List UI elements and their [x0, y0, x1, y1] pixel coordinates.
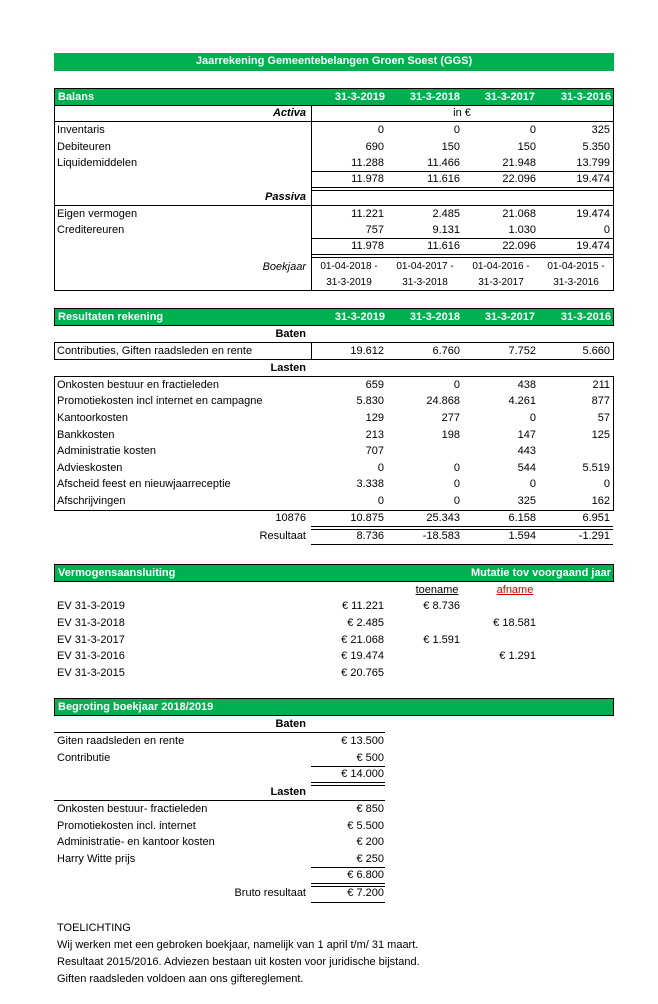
ev-toename: € 1.591 [423, 634, 460, 646]
boekjaar-to: 31-3-2017 [478, 277, 524, 288]
lasten-cell: 0 [529, 412, 536, 424]
boekjaar-label: Boekjaar [262, 261, 306, 273]
activa-row-label: Liquidemiddelen [57, 157, 138, 169]
activa-cell: 11.288 [351, 157, 384, 169]
lasten-total: 10.875 [350, 512, 384, 524]
resultaat-value: 1.594 [508, 530, 536, 542]
report-title-bar [54, 53, 614, 71]
passiva-total: 19.474 [576, 240, 610, 252]
resultaat-value: -1.291 [578, 530, 610, 542]
lasten-cell: 659 [365, 379, 384, 391]
boekjaar-from: 01-04-2015 - [547, 261, 605, 272]
activa-cell: 5.350 [582, 141, 610, 153]
activa-cell: 0 [377, 124, 384, 136]
activa-total: 11.978 [351, 173, 384, 185]
lasten-cell: 438 [517, 379, 536, 391]
passiva-cell: 9.131 [432, 224, 460, 236]
ev-afname: € 1.291 [499, 650, 536, 662]
ev-row-label: EV 31-3-2017 [57, 634, 125, 646]
passiva-cell: 11.221 [351, 208, 384, 220]
ev-value: € 21.068 [341, 634, 384, 646]
activa-cell: 13.799 [576, 157, 610, 169]
baten-row-label: Contributies, Giften raadsleden en rente [57, 345, 253, 357]
balans-header-bar [54, 88, 614, 106]
balans-date-col-1: 31-3-2019 [334, 91, 385, 103]
ev-value: € 19.474 [341, 650, 384, 662]
begroting-header-bar [54, 698, 614, 716]
unit-label: in € [453, 107, 471, 119]
activa-cell: 0 [529, 124, 536, 136]
lasten-cell: 57 [597, 412, 610, 424]
passiva-total: 22.096 [502, 240, 536, 252]
ev-row-label: EV 31-3-2015 [57, 667, 125, 679]
ev-afname: € 18.581 [493, 617, 536, 629]
lasten-cell: 147 [517, 429, 536, 441]
baten-cell: 19.612 [350, 345, 384, 357]
boekjaar-from: 01-04-2018 - [320, 261, 378, 272]
passiva-cell: 757 [365, 224, 384, 236]
lasten-row-label: Advieskosten [57, 462, 123, 474]
activa-row-label: Inventaris [57, 124, 105, 136]
resultaten-date-col-1: 31-3-2019 [334, 311, 385, 323]
activa-total: 11.616 [427, 173, 460, 185]
lasten-total: 6.951 [582, 512, 610, 524]
lasten-cell: 211 [592, 379, 610, 391]
resultaten-date-col-4: 31-3-2016 [560, 311, 611, 323]
boekjaar-from: 01-04-2016 - [472, 261, 530, 272]
begroting-lasten-value: € 250 [356, 853, 384, 865]
activa-cell: 690 [365, 141, 384, 153]
begroting-baten-row-label: Contributie [57, 752, 111, 764]
lasten-cell: 0 [453, 495, 460, 507]
lasten-cell: 0 [529, 478, 536, 490]
baten-cell: 7.752 [508, 345, 536, 357]
passiva-cell: 0 [603, 224, 610, 236]
bruto-resultaat-value: € 7.200 [347, 887, 384, 899]
begroting-baten-label: Baten [275, 718, 306, 730]
lasten-cell: 325 [517, 495, 536, 507]
begroting-lasten-value: € 850 [356, 803, 384, 815]
lasten-row-label: Afscheid feest en nieuwjaarreceptie [57, 478, 231, 490]
resultaat-label: Resultaat [259, 530, 306, 542]
resultaten-header-bar [54, 308, 614, 326]
begroting-header: Begroting boekjaar 2018/2019 [58, 701, 214, 713]
lasten-cell: 125 [591, 429, 610, 441]
lasten-cell: 129 [365, 412, 384, 424]
vermogen-header: Vermogensaansluiting [58, 567, 176, 579]
boekjaar-from: 01-04-2017 - [396, 261, 454, 272]
baten-label: Baten [275, 328, 306, 340]
balans-date-col-4: 31-3-2016 [560, 91, 611, 103]
vermogen-header-bar [54, 564, 614, 582]
activa-cell: 150 [441, 141, 460, 153]
lasten-cell: 4.261 [508, 395, 536, 407]
ev-value: € 2.485 [347, 617, 384, 629]
lasten-cell: 3.338 [356, 478, 384, 490]
lasten-label: Lasten [270, 362, 306, 374]
balans-date-col-2: 31-3-2018 [409, 91, 460, 103]
resultaten-header: Resultaten rekening [58, 311, 164, 323]
lasten-cell: 162 [591, 495, 610, 507]
activa-cell: 325 [591, 124, 610, 136]
activa-total: 22.096 [502, 173, 536, 185]
begroting-lasten-row-label: Promotiekosten incl. internet [57, 820, 196, 832]
lasten-cell: 24.868 [426, 395, 460, 407]
begroting-baten-value: € 13.500 [341, 735, 384, 747]
vermogen-header-right: Mutatie tov voorgaand jaar [471, 567, 611, 579]
lasten-cell: 0 [377, 462, 384, 474]
report-title: Jaarrekening Gemeentebelangen Groen Soest (GGS) [195, 55, 473, 67]
ev-toename: € 8.736 [423, 600, 460, 612]
lasten-cell: 198 [441, 429, 460, 441]
toelichting-line: Wij werken met een gebroken boekjaar, namelijk van 1 april t/m/ 31 maart. [57, 939, 419, 951]
toelichting-line: Giften raadsleden voldoen aan ons giftereglement. [57, 973, 304, 985]
ev-row-label: EV 31-3-2018 [57, 617, 125, 629]
lasten-row-label: Onkosten bestuur en fractieleden [57, 379, 220, 391]
balans-date-col-3: 31-3-2017 [484, 91, 535, 103]
activa-total: 19.474 [576, 173, 610, 185]
lasten-cell: 443 [517, 445, 536, 457]
begroting-baten-value: € 500 [356, 752, 384, 764]
begroting-lasten-label: Lasten [270, 786, 306, 798]
boekjaar-to: 31-3-2016 [553, 277, 599, 288]
baten-cell: 5.660 [582, 345, 610, 357]
passiva-cell: 19.474 [576, 208, 610, 220]
passiva-cell: 21.068 [502, 208, 536, 220]
lasten-cell: 0 [603, 478, 610, 490]
passiva-row-label: Eigen vermogen [57, 208, 138, 220]
lasten-cell: 0 [377, 495, 384, 507]
begroting-lasten-row-label: Administratie- en kantoor kosten [57, 836, 215, 848]
ev-row-label: EV 31-3-2019 [57, 600, 125, 612]
lasten-cell: 213 [365, 429, 384, 441]
lasten-row-label: Administratie kosten [57, 445, 157, 457]
activa-cell: 0 [453, 124, 460, 136]
passiva-row-label: Creditereuren [57, 224, 125, 236]
lasten-cell: 277 [441, 412, 460, 424]
activa-row-label: Debiteuren [57, 141, 111, 153]
lasten-cell: 0 [453, 478, 460, 490]
toename-label: toename [415, 584, 459, 596]
lasten-cell: 544 [517, 462, 536, 474]
activa-cell: 21.948 [502, 157, 536, 169]
toelichting-line: Resultaat 2015/2016. Adviezen bestaan uit kosten voor juridische bijstand. [57, 956, 420, 968]
lasten-cell: 877 [591, 395, 610, 407]
bruto-resultaat-label: Bruto resultaat [234, 887, 306, 899]
lasten-cell: 707 [365, 445, 384, 457]
lasten-row-label: Afschrijvingen [57, 495, 126, 507]
activa-cell: 150 [517, 141, 536, 153]
begroting-baten-row-label: Giten raadsleden en rente [57, 735, 185, 747]
begroting-lasten-row-label: Onkosten bestuur- fractieleden [57, 803, 208, 815]
ev-row-label: EV 31-3-2016 [57, 650, 125, 662]
resultaten-date-col-2: 31-3-2018 [409, 311, 460, 323]
begroting-lasten-row-label: Harry Witte prijs [57, 853, 136, 865]
ev-value: € 20.765 [341, 667, 384, 679]
afname-label[interactable]: afname [496, 584, 534, 596]
passiva-cell: 1.030 [508, 224, 536, 236]
baten-cell: 6.760 [432, 345, 460, 357]
lasten-total: 25.343 [426, 512, 460, 524]
resultaat-value: -18.583 [422, 530, 460, 542]
lasten-cell: 5.519 [582, 462, 610, 474]
toelichting-heading: TOELICHTING [57, 922, 131, 934]
passiva-total: 11.978 [351, 240, 384, 252]
lasten-row-label: Kantoorkosten [57, 412, 128, 424]
activa-label: Activa [272, 107, 306, 119]
lasten-cell: 0 [453, 462, 460, 474]
lasten-total: 6.158 [508, 512, 536, 524]
begroting-baten-total: € 14.000 [341, 768, 384, 780]
lasten-cell: 0 [453, 379, 460, 391]
begroting-lasten-value: € 5.500 [347, 820, 384, 832]
boekjaar-to: 31-3-2018 [402, 277, 448, 288]
ev-value: € 11.221 [341, 600, 384, 612]
balans-header: Balans [58, 91, 95, 103]
begroting-lasten-value: € 200 [356, 836, 384, 848]
passiva-cell: 2.485 [432, 208, 460, 220]
resultaat-value: 8.736 [356, 530, 384, 542]
boekjaar-to: 31-3-2019 [326, 277, 372, 288]
begroting-lasten-total: € 6.800 [347, 869, 384, 881]
activa-cell: 11.466 [427, 157, 460, 169]
lasten-cell: 5.830 [356, 395, 384, 407]
passiva-total: 11.616 [427, 240, 460, 252]
resultaten-date-col-3: 31-3-2017 [484, 311, 535, 323]
lasten-row-label: Promotiekosten incl internet en campagne [57, 395, 263, 407]
lasten-extra-value: 10876 [275, 512, 306, 524]
passiva-label: Passiva [265, 191, 306, 203]
lasten-row-label: Bankkosten [57, 429, 115, 441]
